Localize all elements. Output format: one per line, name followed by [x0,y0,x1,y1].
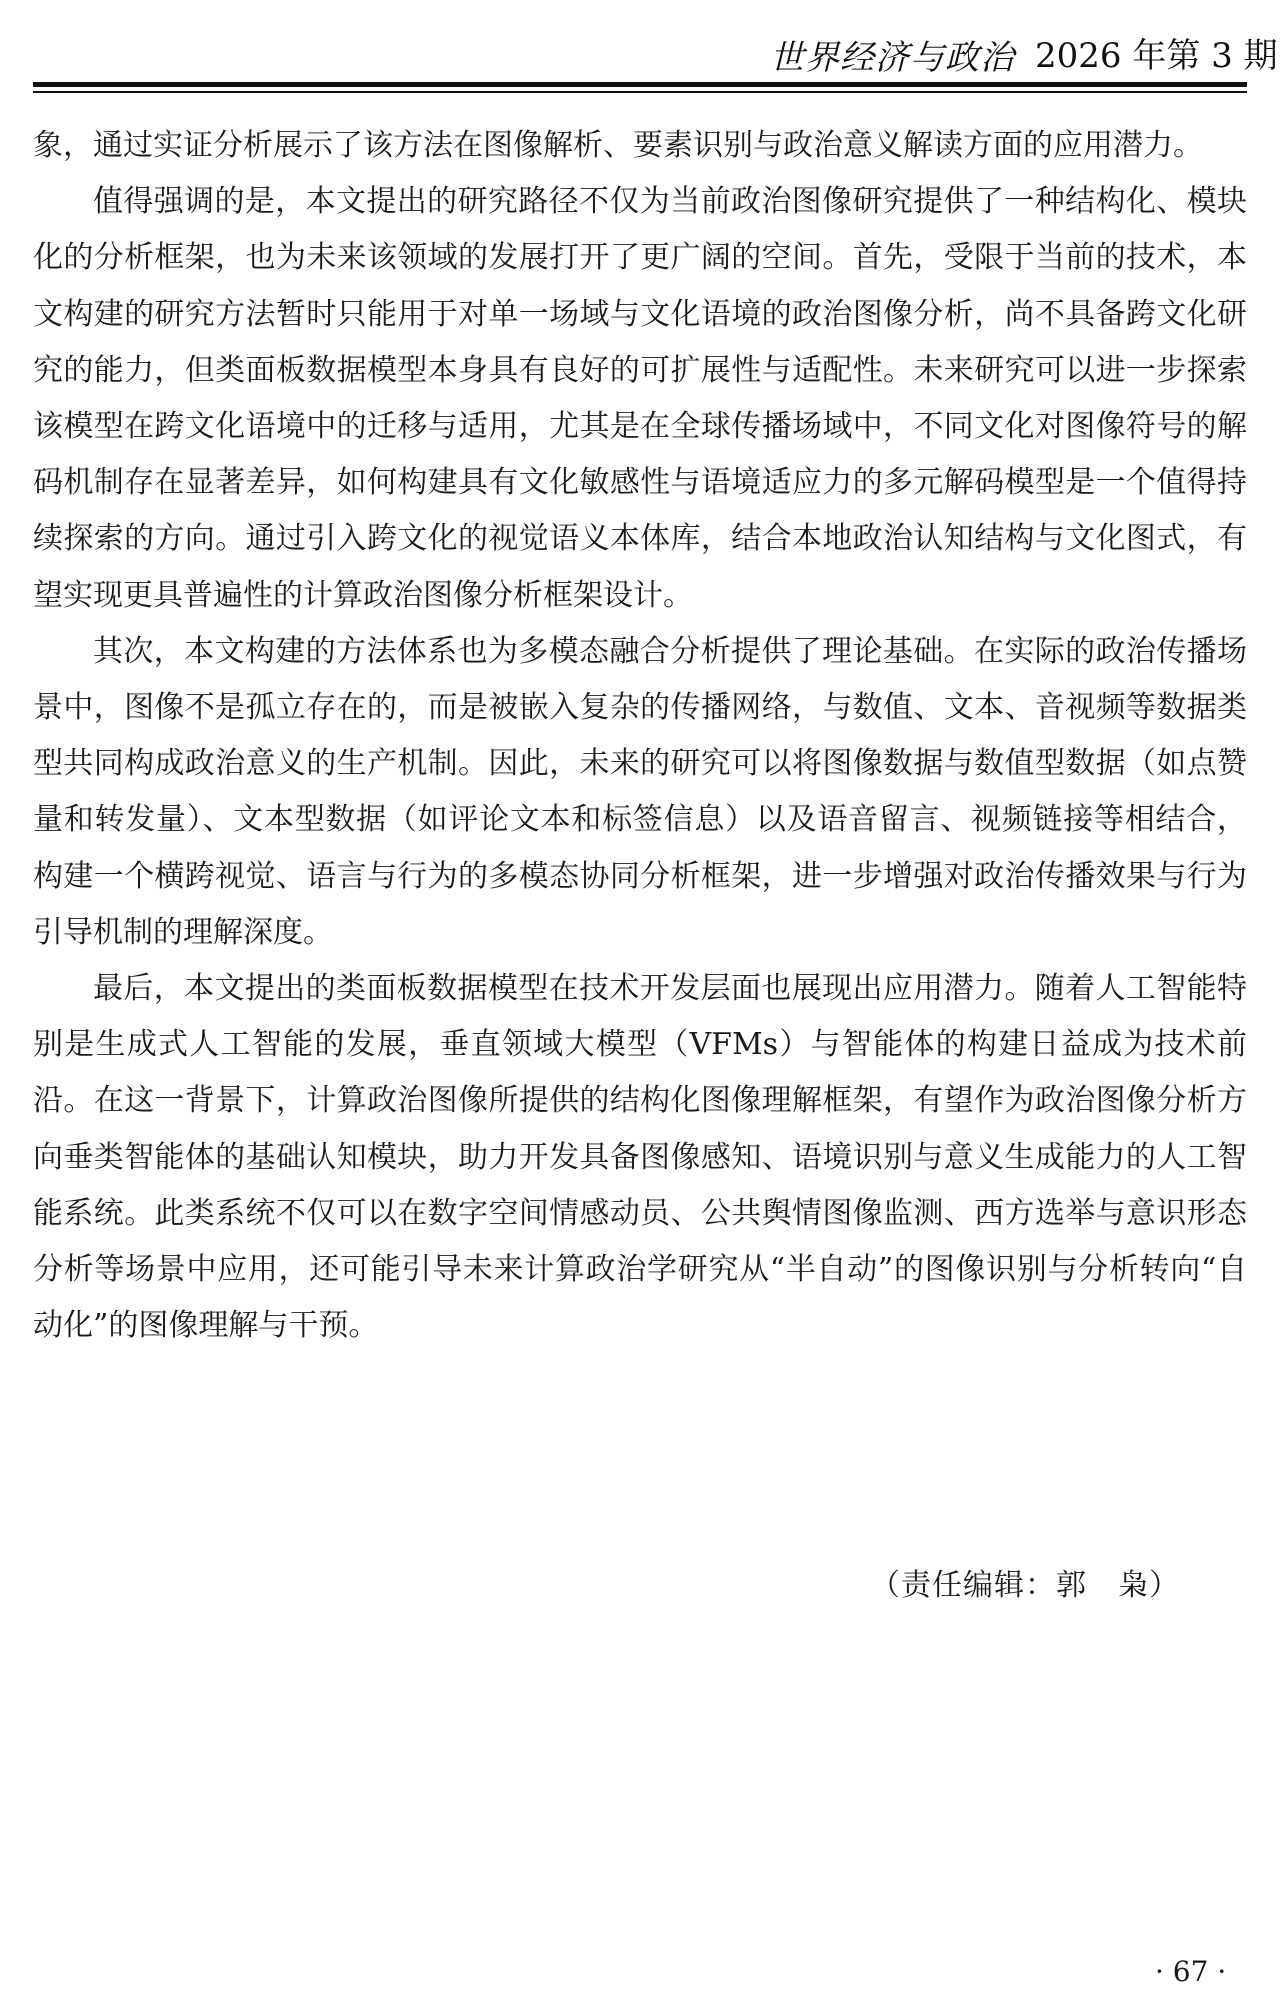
journal-name: 世界经济与政治 [770,38,1015,78]
editor-note: （责任编辑：郭 枭） [870,1568,1180,1603]
paragraph: 值得强调的是，本文提出的研究路径不仅为当前政治图像研究提供了一种结构化、模块化的分析框架，也为未来该领域的发展打开了更广阔的空间。首先，受限于当前的技术，本文构建的研究方法暂时只能用于对单一场域与文化语境的政治图像分析，尚不具备跨文化研究的能力，但类面板数据模型本身具有良好的可扩展性与适配性。未来研究可以进一步探索该模型在跨文化语境中的迁移与适用，尤其是在全球传播场域中，不同文化对图像符号的解码机制存在显著差异，如何构建具有文化敏感性与语境适应力的多元解码模型是一个值得持续探索的方向。通过引入跨文化的视觉语义本体库，结合本地政治认知结构与文化图式，有望实现更具普遍性的计算政治图像分析框架设计。 [33,184,1247,613]
paragraph-continued: 象，通过实证分析展示了该方法在图像解析、要素识别与政治意义解读方面的应用潜力。 [33,128,1203,163]
header-rule-thin [33,91,1247,93]
paragraph: 其次，本文构建的方法体系也为多模态融合分析提供了理论基础。在实际的政治传播场景中，图像不是孤立存在的，而是被嵌入复杂的传播网络，与数值、文本、音视频等数据类型共同构成政治意义的生产机制。因此，未来的研究可以将图像数据与数值型数据（如点赞量和转发量）、文本型数据（如评论文本和标签信息）以及语音留言、视频链接等相结合，构建一个横跨视觉、语言与行为的多模态协同分析框架，进一步增强对政治传播效果与行为引导机制的理解深度。 [33,633,1247,950]
issue-number: 2026 年第 3 期 [1035,36,1278,76]
paragraph: 最后，本文提出的类面板数据模型在技术开发层面也展现出应用潜力。随着人工智能特别是生成式人工智能的发展，垂直领域大模型（VFMs）与智能体的构建日益成为技术前沿。在这一背景下，计算政治图像所提供的结构化图像理解框架，有望作为政治图像分析方向垂类智能体的基础认知模块，助力开发具备图像感知、语境识别与意义生成能力的人工智能系统。此类系统不仅可以在数字空间情感动员、公共舆情图像监测、西方选举与意识形态分析等场景中应用，还可能引导未来计算政治学研究从“半自动”的图像识别与分析转向“自动化”的图像理解与干预。 [33,971,1247,1344]
page-header [0,0,1280,90]
page-number: · 67 · [1155,1955,1227,1988]
header-rule-thick [33,82,1247,87]
article-body [33,118,1247,1354]
